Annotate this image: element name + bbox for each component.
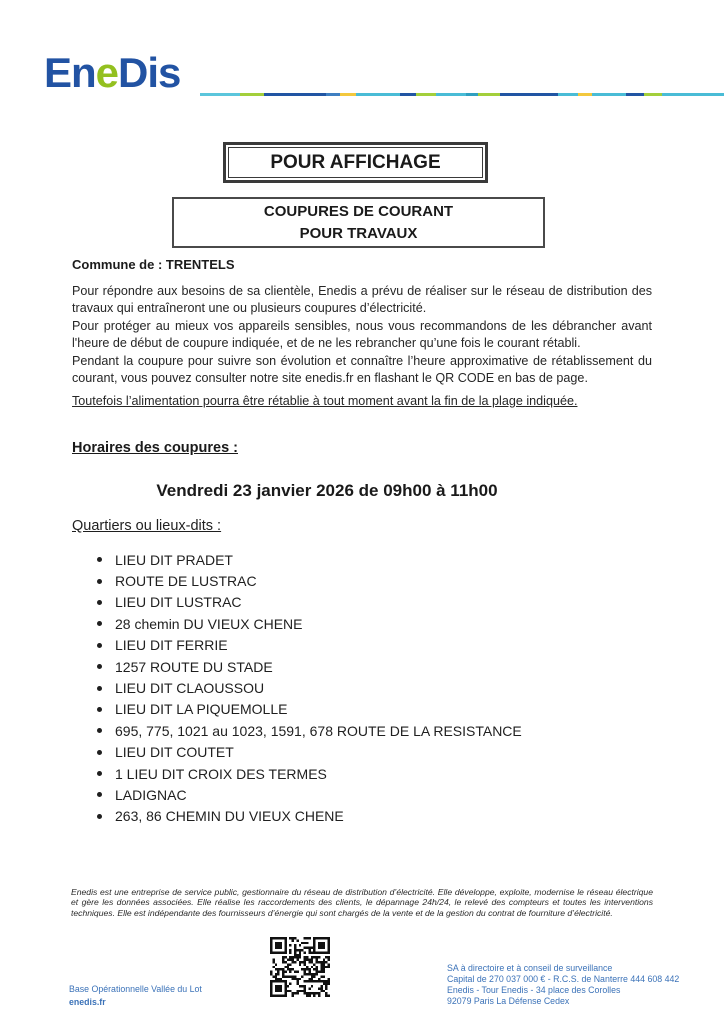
affichage-banner bbox=[223, 142, 488, 183]
legal-paragraph: Enedis est une entreprise de service public, gestionnaire du réseau de distribution d’électricité. Elle développe, exploite, modernise le réseau électrique et gère les données associées. Elle réalise les raccordements des clients, le dépannage 24h/24, le relevé des compteurs et toutes les interventions techniques. Elle est indépendante des fournisseurs d’énergie qui sont chargés de la vente et de la gestion du contrat de fourniture d’électricité. bbox=[71, 887, 653, 918]
bullet-icon bbox=[97, 814, 102, 819]
bullet-icon bbox=[97, 728, 102, 733]
list-item-label: 28 chemin DU VIEUX CHENE bbox=[115, 615, 303, 632]
list-item-label: LIEU DIT PRADET bbox=[115, 551, 233, 568]
bullet-icon bbox=[97, 579, 102, 584]
list-item bbox=[97, 549, 522, 570]
company-info-line: Capital de 270 037 000 € - R.C.S. de Nanterre 444 608 442 bbox=[447, 974, 680, 984]
line-segment bbox=[436, 93, 466, 96]
bullet-icon bbox=[97, 557, 102, 562]
line-segment bbox=[356, 93, 400, 96]
list-item-label: LIEU DIT LUSTRAC bbox=[115, 594, 242, 611]
bullet-icon bbox=[97, 600, 102, 605]
list-item bbox=[97, 806, 522, 827]
bullet-icon bbox=[97, 792, 102, 797]
line-segment bbox=[466, 93, 478, 96]
schedule-heading: Horaires des coupures : bbox=[72, 440, 238, 456]
enedis-logo bbox=[44, 49, 181, 96]
list-item-label: LIEU DIT COUTET bbox=[115, 744, 234, 761]
qr-code bbox=[270, 937, 330, 997]
line-segment bbox=[478, 93, 500, 96]
line-segment bbox=[500, 93, 558, 96]
schedule-date: Vendredi 23 janvier 2026 de 09h00 à 11h00 bbox=[156, 481, 498, 500]
bullet-icon bbox=[97, 750, 102, 755]
list-item-label: ROUTE DE LUSTRAC bbox=[115, 573, 257, 590]
list-item bbox=[97, 720, 522, 741]
list-item bbox=[97, 613, 522, 634]
enedis-site-label: enedis.fr bbox=[69, 996, 106, 1007]
list-item bbox=[97, 784, 522, 805]
logo-text-en: En bbox=[44, 49, 96, 96]
logo-text-e: e bbox=[95, 49, 119, 96]
list-item bbox=[97, 699, 522, 720]
list-item bbox=[97, 742, 522, 763]
list-item-label: LIEU DIT FERRIE bbox=[115, 637, 228, 654]
header-divider-line bbox=[200, 93, 724, 96]
bullet-icon bbox=[97, 707, 102, 712]
bullet-icon bbox=[97, 771, 102, 776]
list-item-label: 1 LIEU DIT CROIX DES TERMES bbox=[115, 765, 327, 782]
list-item bbox=[97, 677, 522, 698]
list-item-label: 1257 ROUTE DU STADE bbox=[115, 658, 273, 675]
line-segment bbox=[400, 93, 416, 96]
list-item bbox=[97, 635, 522, 656]
restore-note: Toutefois l’alimentation pourra être rétablie à tout moment avant la fin de la plage indiquée. bbox=[72, 394, 578, 408]
list-item-label: 263, 86 CHEMIN DU VIEUX CHENE bbox=[115, 808, 344, 825]
line-segment bbox=[644, 93, 662, 96]
districts-list bbox=[97, 549, 522, 827]
list-item bbox=[97, 656, 522, 677]
list-item bbox=[97, 763, 522, 784]
line-segment bbox=[240, 93, 264, 96]
intro-paragraph-3: Pendant la coupure pour suivre son évolution et connaître l’heure approximative de rétablissement du courant, vous pouvez consulter notre site enedis.fr en flashant le QR CODE en bas de page. bbox=[72, 354, 652, 385]
footer-right-block bbox=[447, 963, 679, 1007]
bullet-icon bbox=[97, 664, 102, 669]
bullet-icon bbox=[97, 621, 102, 626]
notice-line-1: COUPURES DE COURANT bbox=[263, 202, 454, 220]
commune-heading: Commune de : TRENTELS bbox=[72, 257, 235, 272]
line-segment bbox=[558, 93, 578, 96]
company-info-line: 92079 Paris La Défense Cedex bbox=[447, 996, 570, 1006]
list-item bbox=[97, 592, 522, 613]
intro-paragraph-1: Pour répondre aux besoins de sa clientèle, Enedis a prévu de réaliser sur le réseau de distribution des travaux qui entraîneront une ou plusieurs coupures d’électricité. bbox=[72, 284, 652, 315]
line-segment bbox=[340, 93, 356, 96]
list-item bbox=[97, 570, 522, 591]
base-operational-label: Base Opérationnelle Vallée du Lot bbox=[69, 984, 202, 994]
line-segment bbox=[626, 93, 644, 96]
outage-notice-box bbox=[172, 197, 545, 248]
bullet-icon bbox=[97, 643, 102, 648]
districts-heading: Quartiers ou lieux-dits : bbox=[72, 518, 222, 534]
line-segment bbox=[326, 93, 340, 96]
intro-paragraph-2: Pour protéger au mieux vos appareils sensibles, nous vous recommandons de les débrancher avant l'heure de début de coupure indiquée, et de ne les rebrancher qu’une fois le courant rétabli. bbox=[72, 319, 652, 350]
list-item-label: LIEU DIT LA PIQUEMOLLE bbox=[115, 701, 288, 718]
line-segment bbox=[200, 93, 240, 96]
line-segment bbox=[416, 93, 436, 96]
line-segment bbox=[578, 93, 592, 96]
footer-left-block bbox=[69, 983, 202, 1008]
list-item-label: 695, 775, 1021 au 1023, 1591, 678 ROUTE DE LA RESISTANCE bbox=[115, 722, 522, 739]
company-info-line: SA à directoire et à conseil de surveillance bbox=[447, 963, 613, 973]
list-item-label: LIEU DIT CLAOUSSOU bbox=[115, 680, 265, 697]
line-segment bbox=[264, 93, 326, 96]
line-segment bbox=[592, 93, 626, 96]
logo-text-dis: Dis bbox=[118, 49, 181, 96]
notice-line-2: POUR TRAVAUX bbox=[299, 224, 418, 242]
banner-title: POUR AFFICHAGE bbox=[228, 147, 483, 178]
company-info-line: Enedis - Tour Enedis - 34 place des Corolles bbox=[447, 985, 621, 995]
list-item-label: LADIGNAC bbox=[115, 786, 187, 803]
bullet-icon bbox=[97, 686, 102, 691]
line-segment bbox=[662, 93, 724, 96]
